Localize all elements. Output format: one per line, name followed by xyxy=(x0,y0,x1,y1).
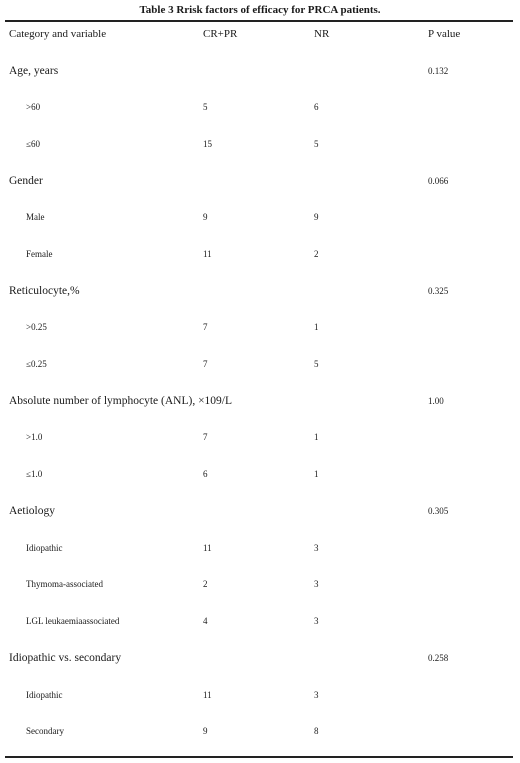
category-label: Absolute number of lymphocyte (ANL), ×109/L xyxy=(9,395,233,407)
table-row xyxy=(0,246,520,262)
crpr-value: 5 xyxy=(203,102,208,112)
row-label: Female xyxy=(26,249,53,259)
category-label: Reticulocyte,% xyxy=(9,285,80,297)
table-row xyxy=(0,319,520,335)
crpr-value: 7 xyxy=(203,432,208,442)
crpr-value: 11 xyxy=(203,249,212,259)
nr-value: 1 xyxy=(314,432,319,442)
row-label: ≤0.25 xyxy=(26,359,47,369)
nr-value: 5 xyxy=(314,139,319,149)
nr-value: 1 xyxy=(314,322,319,332)
category-label: Gender xyxy=(9,175,43,187)
nr-value: 6 xyxy=(314,102,319,112)
table-row xyxy=(0,466,520,482)
table-row xyxy=(0,687,520,703)
category-row xyxy=(0,63,520,79)
top-rule xyxy=(5,20,513,22)
row-label: >1.0 xyxy=(26,432,43,442)
row-label: >60 xyxy=(26,102,41,112)
table-title: Table 3 Rrisk factors of efficacy for PRCA patients. xyxy=(139,4,381,16)
bottom-rule xyxy=(5,756,513,758)
row-label: LGL leukaemiaassociated xyxy=(26,616,120,626)
nr-value: 5 xyxy=(314,359,319,369)
header-row xyxy=(0,26,520,42)
table-row xyxy=(0,99,520,115)
category-label: Age, years xyxy=(9,65,59,77)
table-row xyxy=(0,613,520,629)
nr-value: 3 xyxy=(314,690,319,700)
column-header-nr: NR xyxy=(314,28,330,40)
crpr-value: 6 xyxy=(203,469,208,479)
p-value: 0.305 xyxy=(428,506,449,516)
table-row xyxy=(0,356,520,372)
row-label: ≤1.0 xyxy=(26,469,43,479)
table-row xyxy=(0,540,520,556)
crpr-value: 15 xyxy=(203,139,212,149)
nr-value: 9 xyxy=(314,212,319,222)
nr-value: 3 xyxy=(314,543,319,553)
row-label: Secondary xyxy=(26,726,64,736)
table-row xyxy=(0,136,520,152)
table-row xyxy=(0,576,520,592)
category-label: Aetiology xyxy=(9,505,55,517)
crpr-value: 9 xyxy=(203,726,208,736)
category-row xyxy=(0,503,520,519)
category-label: Idiopathic vs. secondary xyxy=(9,652,122,664)
nr-value: 3 xyxy=(314,616,319,626)
category-row xyxy=(0,173,520,189)
crpr-value: 11 xyxy=(203,543,212,553)
column-header-category: Category and variable xyxy=(9,28,107,40)
crpr-value: 7 xyxy=(203,359,208,369)
crpr-value: 11 xyxy=(203,690,212,700)
nr-value: 2 xyxy=(314,249,319,259)
column-header-p-value: P value xyxy=(428,28,461,40)
row-label: Thymoma-associated xyxy=(26,579,103,589)
table-row xyxy=(0,209,520,225)
category-row xyxy=(0,393,520,409)
table-row xyxy=(0,429,520,445)
row-label: Idiopathic xyxy=(26,543,63,553)
nr-value: 1 xyxy=(314,469,319,479)
crpr-value: 9 xyxy=(203,212,208,222)
nr-value: 8 xyxy=(314,726,319,736)
row-label: Idiopathic xyxy=(26,690,63,700)
nr-value: 3 xyxy=(314,579,319,589)
category-row xyxy=(0,650,520,666)
table-row xyxy=(0,723,520,739)
p-value: 0.066 xyxy=(428,176,449,186)
crpr-value: 7 xyxy=(203,322,208,332)
row-label: >0.25 xyxy=(26,322,47,332)
row-label: ≤60 xyxy=(26,139,40,149)
crpr-value: 2 xyxy=(203,579,208,589)
crpr-value: 4 xyxy=(203,616,208,626)
column-header-crpr: CR+PR xyxy=(203,28,238,40)
category-row xyxy=(0,283,520,299)
p-value: 0.325 xyxy=(428,286,449,296)
p-value: 0.132 xyxy=(428,66,449,76)
p-value: 1.00 xyxy=(428,396,444,406)
p-value: 0.258 xyxy=(428,653,449,663)
row-label: Male xyxy=(26,212,45,222)
